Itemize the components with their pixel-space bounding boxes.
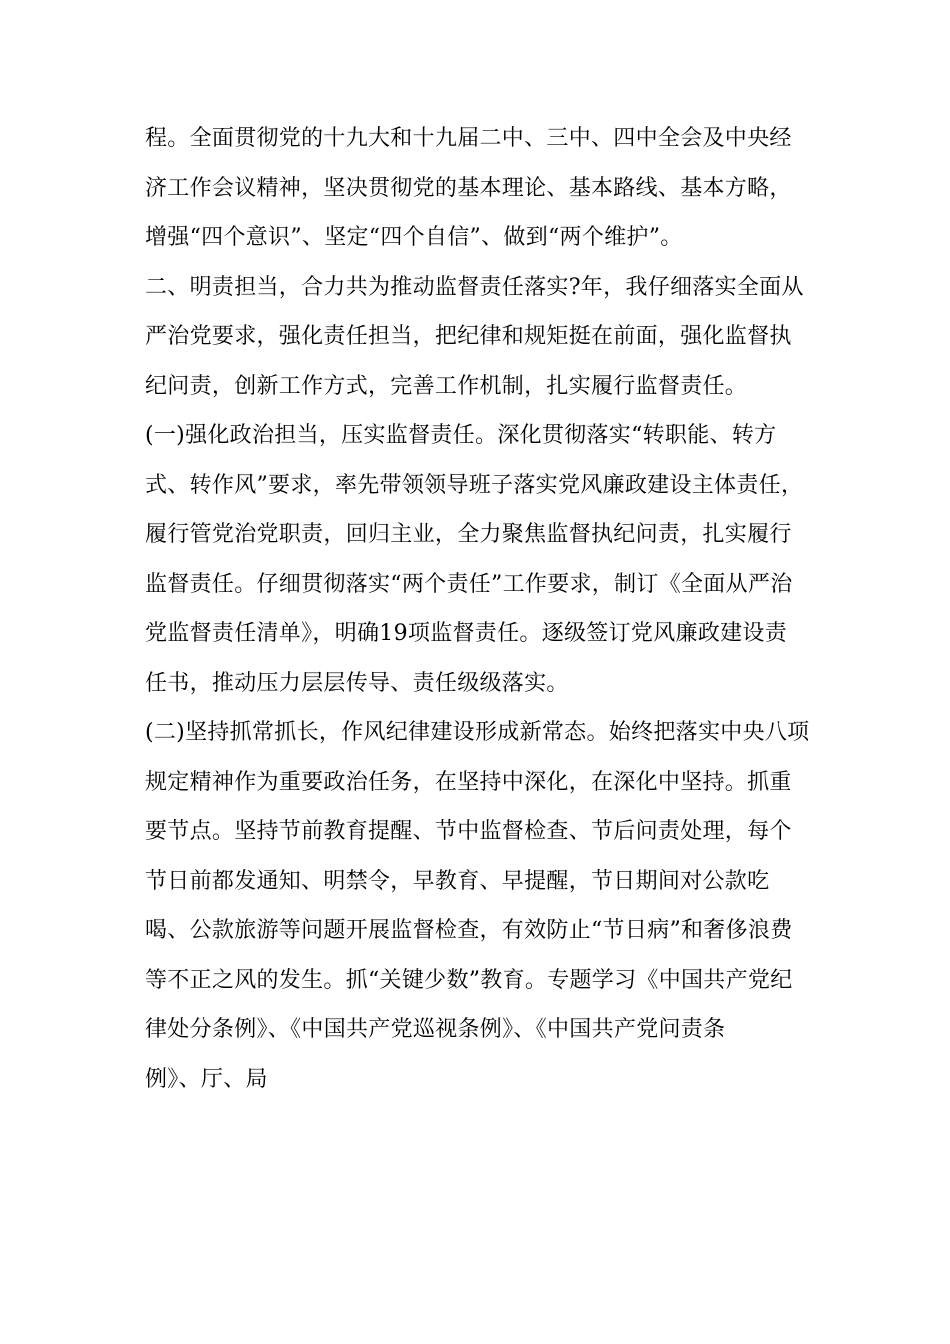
text-line: 节日前都发通知、明禁令，早教育、早提醒，节日期间对公款吃: [145, 868, 770, 894]
text-line: 等不正之风的发生。抓“关键少数”教育。专题学习《中国共产党纪: [145, 967, 793, 993]
text-line: 监督责任。仔细贯彻落实“两个责任”工作要求，制订《全面从严治: [145, 571, 793, 597]
text-line: 二、明责担当，合力共为推动监督责任落实?年，我仔细落实全面从: [145, 274, 804, 300]
text-line: 严治党要求，强化责任担当，把纪律和规矩挺在前面，强化监督执: [145, 324, 792, 349]
text-line: 程。全面贯彻党的十九大和十九届二中、三中、四中全会及中央经: [145, 126, 792, 151]
text-line: 济工作会议精神，坚决贯彻党的基本理论、基本路线、基本方略，: [145, 175, 792, 201]
body-text: [145, 114, 825, 1104]
text-line: 党监督责任清单》，明确19项监督责任。逐级签订党风廉政建设责: [145, 621, 787, 646]
text-line: (一)强化政治担当，压实监督责任。深化贯彻落实“转职能、转方: [145, 423, 777, 448]
text-line: 任书，推动压力层层传导、责任级级落实。: [145, 670, 569, 696]
text-line: 式、转作风”要求，率先带领领导班子落实党风廉政建设主体责任，: [145, 472, 804, 498]
text-line: 例》、厅、局: [145, 1066, 268, 1092]
text-line: (二)坚持抓常抓长，作风纪律建设形成新常态。始终把落实中央八项: [145, 720, 810, 745]
text-line: 增强“四个意识”、坚定“四个自信”、做到“两个维护”。: [145, 225, 683, 250]
text-line: 喝、公款旅游等问题开展监督检查，有效防止“节日病”和奢侈浪费: [145, 918, 793, 943]
text-line: 要节点。坚持节前教育提醒、节中监督检查、节后问责处理，每个: [145, 819, 792, 844]
text-line: 律处分条例》、《中国共产党巡视条例》、《中国共产党问责条: [145, 1017, 726, 1042]
text-line: 纪问责，创新工作方式，完善工作机制，扎实履行监督责任。: [145, 373, 748, 399]
text-line: 规定精神作为重要政治任务，在坚持中深化，在深化中坚持。抓重: [145, 769, 792, 795]
text-line: 履行管党治党职责，回归主业，全力聚焦监督执纪问责，扎实履行: [145, 522, 792, 547]
